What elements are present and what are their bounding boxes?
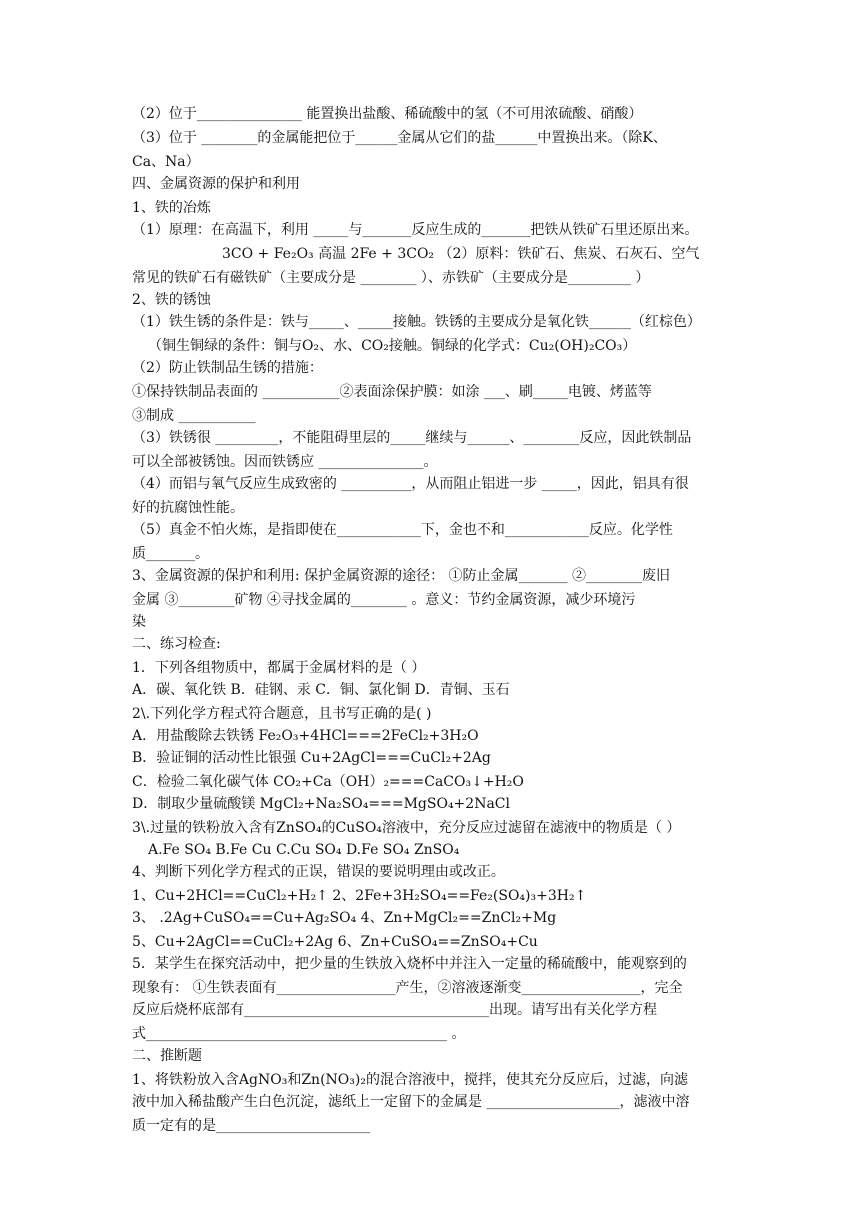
text-line: （4）而铝与氧气反应生成致密的 __________，从而阻止铝进一步 _____，因此，铝具有很: [132, 476, 689, 492]
text-line: （3）位于 ________的金属能把位于______金属从它们的盐______中置换出来。（除K、: [132, 130, 667, 146]
question-line: 5．某学生在探究活动中，把少量的生铁放入烧杯中并注入一定量的稀硫酸中，能观察到的: [132, 956, 687, 972]
text-line: 式___________________________________________ 。: [132, 1026, 466, 1042]
equation-line: 1、Cu+2HCl==CuCl₂+H₂↑ 2、2Fe+3H₂SO₄==Fe₂(SO₄)₃+3H₂↑: [132, 888, 587, 904]
text-line: （5）真金不怕火炼，是指即使在____________下，金也不和____________反应。化学性: [132, 522, 673, 538]
text-line: 3、金属资源的保护和利用: 保护金属资源的途径： ①防止金属_______ ②________废旧: [132, 568, 670, 584]
equation-line: 3CO + Fe₂O₃ 高温 2Fe + 3CO₂ （2）原料：铁矿石、焦炭、石灰石、空气: [222, 246, 700, 262]
text-line: Ca、Na）: [132, 154, 200, 170]
question-line: 4、判断下列化学方程式的正误，错误的要说明理由或改正。: [132, 864, 505, 880]
text-line: 染: [132, 614, 146, 630]
equation-line: 3、 .2Ag+CuSO₄==Cu+Ag₂SO₄ 4、Zn+MgCl₂==ZnCl₂+Mg: [132, 910, 557, 926]
text-line: 好的抗腐蚀性能。: [132, 500, 244, 516]
text-line: （1）原理：在高温下，利用 _____与_______反应生成的_______把铁从铁矿石里还原出来。: [132, 222, 699, 238]
question-line: 1、将铁粉放入含AgNO₃和Zn(NO₃)₂的混合溶液中，搅拌，使其充分反应后，过滤，向滤: [132, 1072, 688, 1088]
text-line: （1）铁生锈的条件是：铁与_____、_____接触。铁锈的主要成分是氧化铁______（红棕色）: [132, 314, 701, 330]
question-line: 2\.下列化学方程式符合题意，且书写正确的是( ): [132, 706, 432, 722]
text-line: （铜生铜绿的条件：铜与O₂、水、CO₂接触。铜绿的化学式：Cu₂(OH)₂CO₃）: [148, 338, 637, 354]
text-line: ①保持铁制品表面的 ___________②表面涂保护膜：如涂 ___、刷_____电镀、烤蓝等: [132, 384, 652, 400]
option-line: A．碳、氧化铁 B．硅钢、汞 C．铜、氯化铜 D．青铜、玉石: [132, 682, 510, 698]
option-line: A．用盐酸除去铁锈 Fe₂O₃+4HCl===2FeCl₂+3H₂O: [132, 728, 479, 744]
text-line: 可以全部被锈蚀。因而铁锈应 _______________。: [132, 454, 438, 470]
option-line: C．检验二氧化碳气体 CO₂+Ca（OH）₂===CaCO₃↓+H₂O: [132, 774, 524, 790]
text-line: （2）位于_______________ 能置换出盐酸、稀硫酸中的氢（不可用浓硫酸、硝酸）: [132, 106, 643, 122]
section-heading: 四、金属资源的保护和利用: [132, 176, 300, 192]
question-line: 1．下列各组物质中，都属于金属材料的是（ ）: [132, 660, 426, 676]
text-line: 液中加入稀盐酸产生白色沉淀，滤纸上一定留下的金属是 ___________________，滤液中溶: [132, 1094, 690, 1110]
text-line: ③制成 ___________: [132, 408, 256, 424]
subsection-heading: 1、铁的冶炼: [132, 200, 211, 216]
option-line: B．验证铜的活动性比银强 Cu+2AgCl===CuCl₂+2Ag: [132, 750, 491, 766]
text-line: 现象有： ①生铁表面有_________________产生，②溶液逐渐变_________________，完全: [132, 980, 683, 996]
text-line: （3）铁锈很 _________，不能阻碍里层的_____继续与______、________反应，因此铁制品: [132, 430, 692, 446]
text-line: 金属 ③________矿物 ④寻找金属的________ 。意义：节约金属资源，减少环境污: [132, 592, 636, 608]
equation-line: 5、Cu+2AgCl==CuCl₂+2Ag 6、Zn+CuSO₄==ZnSO₄+Cu: [132, 934, 538, 950]
text-line: 质一定有的是______________________: [132, 1118, 370, 1134]
option-line: D．制取少量硫酸镁 MgCl₂+Na₂SO₄===MgSO₄+2NaCl: [132, 796, 510, 812]
text-line: 常见的铁矿石有磁铁矿（主要成分是 ________ ）、赤铁矿（主要成分是_________ ）: [132, 270, 650, 286]
text-line: 反应后烧杯底部有___________________________________出现。请写出有关化学方程: [132, 1002, 657, 1018]
subsection-heading: 2、铁的锈蚀: [132, 292, 211, 308]
section-heading: 二、推断题: [132, 1048, 202, 1064]
text-line: 质_______。: [132, 546, 209, 562]
question-line: 3\.过量的铁粉放入含有ZnSO₄的CuSO₄溶液中，充分反应过滤留在滤液中的物质是（ ）: [132, 820, 681, 836]
option-line: A.Fe SO₄ B.Fe Cu C.Cu SO₄ D.Fe SO₄ ZnSO₄: [148, 842, 460, 858]
text-line: （2）防止铁制品生锈的措施：: [132, 360, 323, 376]
section-heading: 二、练习检查:: [132, 636, 221, 652]
